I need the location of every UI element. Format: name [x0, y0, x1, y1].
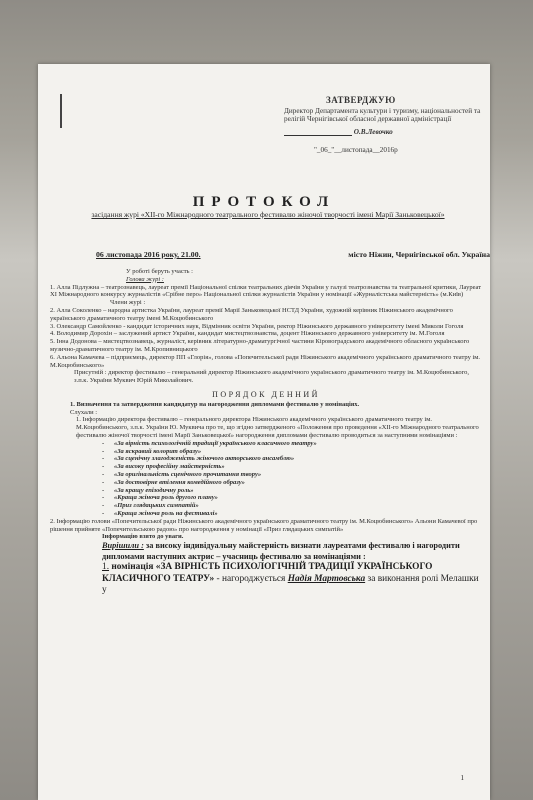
margin-mark: [60, 94, 62, 128]
protocol-subtitle: засідання журі «ХІІ-го Міжнародного театрального фестивалю жіночої творчості імені Марії Заньковецької»: [91, 210, 445, 219]
nomination-item: - «Приз глядацьких симпатій»: [102, 502, 199, 510]
approval-signature: [284, 128, 484, 137]
nomination-item: - «За яскравий колорит образу»: [102, 447, 202, 455]
decision-paragraph: [50, 541, 482, 562]
info-1: 1. Інформацію директора фестивалю – генерального директора Ніжинського академічного українського драматичного театру ім. М.Коцюбинського, з.п.к. України Ю. Муквича про те, що згідно затвердженого «Положення про проведення «ХІІ-го Міжнародного театрального фестивалю жіночої творчості імені Марії Заньковецької» нагородження дипломами фестивалю проводиться за наступними номінаціями :: [76, 416, 479, 439]
agenda-item-1: 1. Визначення та затвердження кандидатур на нагородження дипломами фестивалю у номінаціях.: [70, 400, 360, 408]
chair-label: Голова журі :: [126, 275, 164, 283]
approval-position: Директор Департамента культури і туризму, національностей та релігій Чернігівської обласної державної адміністрації: [284, 106, 481, 124]
document-page: [38, 64, 490, 800]
participant-3: 3. Олександр Самойленко - кандидат історичних наук, Відмінник освіти України, ректор Ніжинського державного університету імені Миколи Гоголя: [50, 322, 464, 330]
participant-4: 4. Володимир Дорохін – заслужений артист України, кандидат мистецтвознавства, доцент Ніжинського державного університету ім. М.Гоголя: [50, 330, 445, 338]
nomination-item: - «Краща жіноча роль другого плану»: [102, 494, 218, 502]
page-number: 1: [460, 774, 464, 782]
members-label: Члени журі :: [110, 299, 146, 307]
decided-label: Вирішили :: [102, 541, 144, 551]
nomination-1-tail: за виконання ролі Мелашки у: [102, 573, 479, 596]
decided-text: за високу індивідуальну майстерність визнати лауреатами фестивалю і нагородити дипломами наступних актрис – учасниць фестивалю за номінаціями :: [102, 541, 460, 561]
meeting-date: 06 листопада 2016 року, 21.00.: [96, 250, 201, 259]
nomination-1-paragraph: [50, 562, 482, 597]
nomination-1-number: 1.: [102, 562, 110, 573]
nomination-item: - «За достовірне втілення комедійного образу»: [102, 478, 245, 486]
meeting-place: місто Ніжин, Чернігівської обл. Україна: [348, 250, 490, 259]
present-line: Присутній : директор фестивалю – генеральний директор Ніжинського академічного українського драматичного театру ім. М.Коцюбинського, з.п.к. України Муквич Юрій Миколайович.: [74, 369, 470, 385]
signature-line: [284, 128, 352, 136]
nomination-item: - «За сценічну злагодженість жіночого акторського ансамблю»: [102, 455, 295, 463]
info-2: 2. Інформацію голови «Попечительської ради Ніжинського академічного українського драматичного театру ім. М.Коцюбинського» Альони Камачевої про рішення прийняте «Попечительською радою» про нагородження у номінації «Приз глядацьких симпатій»: [50, 517, 478, 533]
protocol-body: [50, 268, 482, 597]
signature-name: О.В.Левочко: [353, 127, 393, 136]
participants-intro: У роботі беруть участь :: [126, 268, 193, 275]
heard-label: Слухали :: [70, 408, 98, 416]
participant-5: 5. Інна Додонова – мистецтвознавець, журналіст, керівник літературно-драматургічної частини Кіровоградського академічного обласного українського музично-драматичного театру ім. М.Кропивницького: [50, 338, 470, 353]
protocol-title: ПРОТОКОЛ: [192, 194, 336, 210]
laureate-name: Надія Мартовська: [287, 573, 366, 584]
nomination-item: - «Краща жіноча роль на фестивалі»: [102, 509, 218, 517]
noted-line: Інформацію взято до уваги.: [102, 533, 184, 541]
participant-2: 2. Алла Соколенко – народна артистка України, лауреат премії Марії Заньковецької НСТД України, художній керівник Ніжинського академічного українського драматичного театру імені М.Коцюбинського: [50, 306, 453, 322]
approval-title: ЗАТВЕРДЖУЮ: [326, 95, 396, 105]
nomination-item: - «За оригінальність сценічного прочитання твору»: [102, 470, 262, 478]
nomination-item: - «За кращу епізодичну роль»: [102, 486, 194, 494]
nomination-item: - «За вірність психологічній традиції українського класичного театру»: [102, 439, 317, 447]
nomination-item: - «За високу професійну майстерність»: [102, 463, 225, 471]
nomination-1-text: номінація «ЗА ВІРНІСТЬ ПСИХОЛОГІЧНІЙ ТРАДИЦІЇ УКРАЇНСЬКОГО КЛАСИЧНОГО ТЕАТРУ»: [102, 562, 433, 584]
approval-block: [284, 96, 484, 155]
participant-1: 1. Алла Підлужна – театрознавець, лауреат премії Національної спілки театральних діячів України у галузі театрознавства та театральної критики, Лауреат ХІ Міжнародного конкурсу журналістів «Срібне перо» Національної спілки журналістів України у номінації «Журналістська майстерність» (м.Київ): [50, 283, 482, 299]
nomination-1-tail-pre: - нагороджується: [214, 573, 288, 584]
approval-date: "_06_"__листопада__2016р: [314, 146, 398, 155]
agenda-heading: ПОРЯДОК ДЕННИЙ: [212, 389, 320, 399]
participant-6: 6. Альона Камачева – підприємець, директор ПП «Глорія», голова «Попечительської ради Ніжинського академічного українського драматичного театру ім. М.Коцюбинського»: [50, 353, 481, 369]
meeting-meta: [96, 250, 490, 259]
